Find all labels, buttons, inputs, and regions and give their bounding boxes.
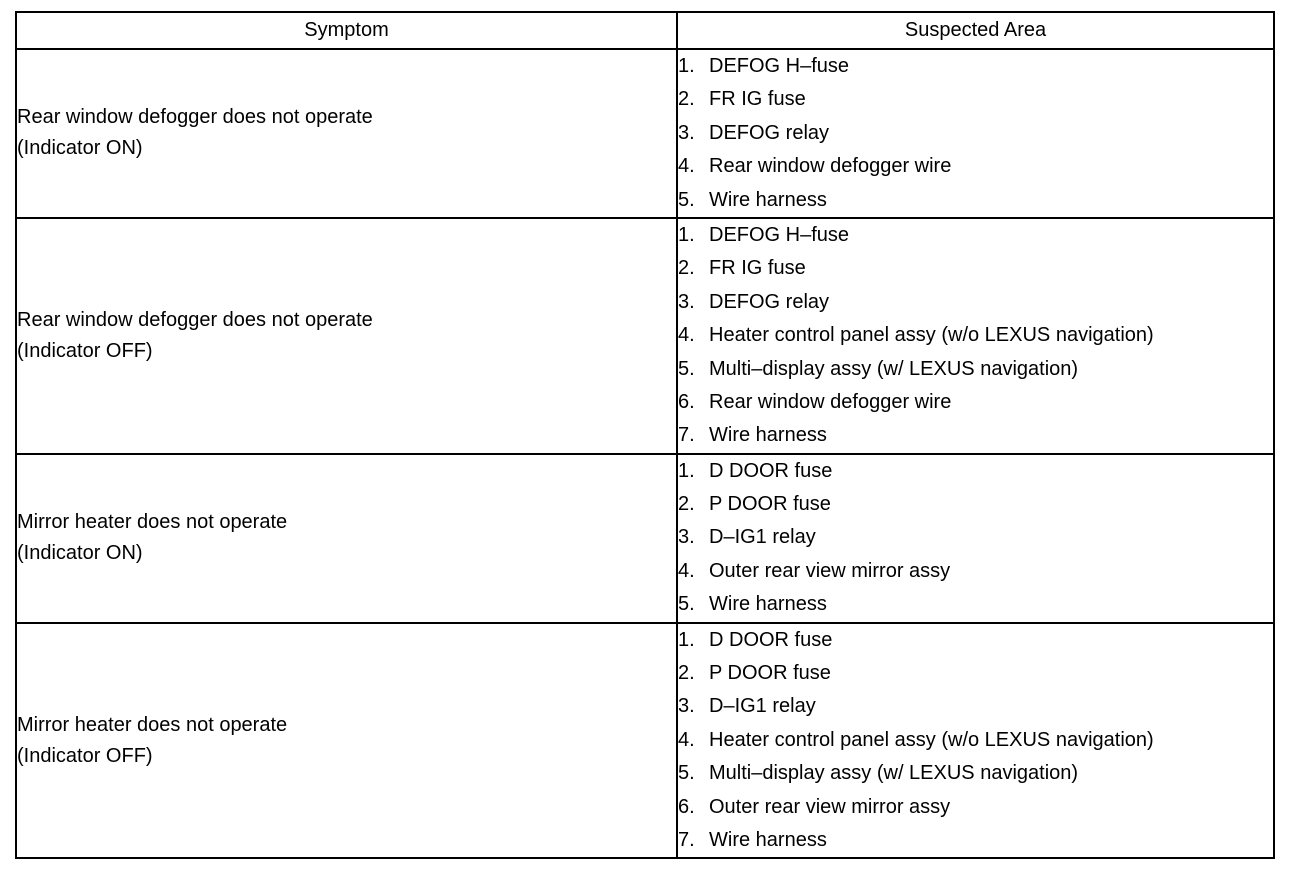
list-item — [678, 588, 1273, 621]
item-text: DEFOG relay — [709, 290, 830, 313]
item-number: 6. — [678, 390, 695, 413]
symptom-cell — [16, 49, 677, 218]
suspected-area-list — [678, 455, 1273, 622]
list-item — [678, 83, 1273, 116]
item-text: Outer rear view mirror assy — [709, 559, 951, 582]
list-item — [678, 624, 1273, 657]
item-number: 5. — [678, 593, 695, 616]
indicator-status: (Indicator OFF) — [17, 339, 153, 362]
item-number: 4. — [678, 728, 695, 751]
list-item — [678, 455, 1273, 488]
item-number: 6. — [678, 795, 695, 818]
item-text: Rear window defogger wire — [709, 390, 952, 413]
list-item — [678, 353, 1273, 386]
list-item — [678, 791, 1273, 824]
item-number: 7. — [678, 424, 695, 447]
item-number: 3. — [678, 290, 695, 313]
item-number: 5. — [678, 188, 695, 211]
item-number: 4. — [678, 559, 695, 582]
suspected-area-cell — [677, 218, 1274, 454]
symptom-cell — [16, 218, 677, 454]
table-row — [16, 454, 1274, 623]
list-item — [678, 252, 1273, 285]
list-item — [678, 286, 1273, 319]
list-item — [678, 690, 1273, 723]
item-number: 2. — [678, 662, 695, 685]
header-symptom: Symptom — [16, 12, 677, 49]
item-number: 2. — [678, 493, 695, 516]
item-text: Wire harness — [709, 828, 827, 851]
list-item — [678, 724, 1273, 757]
symptom-text: Rear window defogger does not operate — [17, 308, 373, 331]
item-text: Multi–display assy (w/ LEXUS navigation) — [709, 762, 1079, 785]
list-item — [678, 150, 1273, 183]
suspected-area-list — [678, 219, 1273, 453]
item-number: 1. — [678, 459, 695, 482]
list-item — [678, 419, 1273, 452]
indicator-status: (Indicator ON) — [17, 137, 143, 160]
list-item — [678, 117, 1273, 150]
table-body — [16, 49, 1274, 858]
indicator-status: (Indicator ON) — [17, 542, 143, 565]
item-text: D–IG1 relay — [709, 526, 816, 549]
item-number: 3. — [678, 695, 695, 718]
list-item — [678, 319, 1273, 352]
list-item — [678, 757, 1273, 790]
document-page — [15, 11, 1275, 859]
item-text: Outer rear view mirror assy — [709, 795, 951, 818]
item-text: Wire harness — [709, 188, 827, 211]
item-text: DEFOG relay — [709, 121, 830, 144]
item-text: Heater control panel assy (w/o LEXUS navigation) — [709, 728, 1154, 751]
table-row — [16, 623, 1274, 859]
item-number: 1. — [678, 55, 695, 77]
list-item — [678, 488, 1273, 521]
list-item — [678, 219, 1273, 252]
item-text: DEFOG H–fuse — [709, 55, 850, 77]
item-number: 1. — [678, 628, 695, 651]
item-number: 3. — [678, 121, 695, 144]
item-text: D DOOR fuse — [709, 459, 833, 482]
item-text: Heater control panel assy (w/o LEXUS navigation) — [709, 324, 1154, 347]
item-number: 7. — [678, 828, 695, 851]
suspected-area-cell — [677, 454, 1274, 623]
symptom-text: Mirror heater does not operate — [17, 713, 288, 736]
item-text: Multi–display assy (w/ LEXUS navigation) — [709, 357, 1079, 380]
table-header-row — [16, 12, 1274, 49]
item-text: Rear window defogger wire — [709, 155, 952, 178]
table-row — [16, 218, 1274, 454]
list-item — [678, 50, 1273, 83]
list-item — [678, 555, 1273, 588]
item-number: 5. — [678, 357, 695, 380]
suspected-area-list — [678, 624, 1273, 858]
item-number: 3. — [678, 526, 695, 549]
item-text: Wire harness — [709, 593, 827, 616]
item-text: FR IG fuse — [709, 88, 806, 111]
item-number: 2. — [678, 257, 695, 280]
suspected-area-cell — [677, 49, 1274, 218]
item-number: 4. — [678, 324, 695, 347]
suspected-area-list — [678, 50, 1273, 217]
item-text: Wire harness — [709, 424, 827, 447]
item-number: 2. — [678, 88, 695, 111]
list-item — [678, 824, 1273, 857]
item-number: 4. — [678, 155, 695, 178]
item-text: P DOOR fuse — [709, 493, 831, 516]
symptom-cell — [16, 623, 677, 859]
item-text: DEFOG H–fuse — [709, 223, 850, 246]
list-item — [678, 521, 1273, 554]
suspected-area-cell — [677, 623, 1274, 859]
header-suspected-area: Suspected Area — [677, 12, 1274, 49]
item-text: FR IG fuse — [709, 257, 806, 280]
item-text: D DOOR fuse — [709, 628, 833, 651]
symptom-text: Rear window defogger does not operate — [17, 106, 373, 129]
list-item — [678, 184, 1273, 217]
table-row — [16, 49, 1274, 218]
list-item — [678, 657, 1273, 690]
list-item — [678, 386, 1273, 419]
indicator-status: (Indicator OFF) — [17, 744, 153, 767]
item-text: P DOOR fuse — [709, 662, 831, 685]
symptom-cell — [16, 454, 677, 623]
item-number: 5. — [678, 762, 695, 785]
symptom-text: Mirror heater does not operate — [17, 511, 288, 534]
item-number: 1. — [678, 223, 695, 246]
problem-symptoms-table — [15, 11, 1275, 859]
item-text: D–IG1 relay — [709, 695, 816, 718]
